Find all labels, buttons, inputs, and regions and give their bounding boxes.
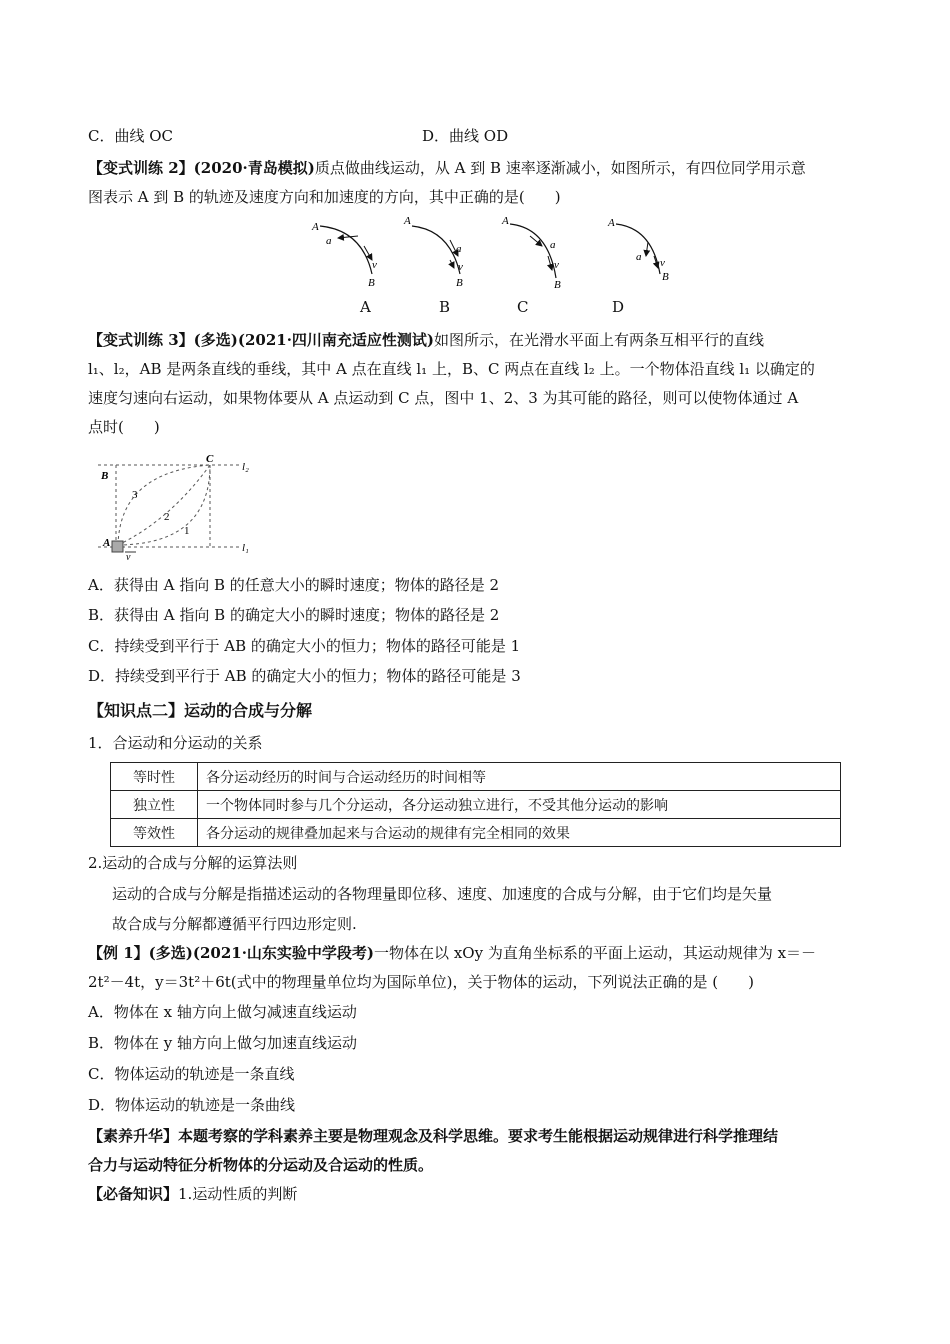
kp2-para-line1: 运动的合成与分解是指描述运动的各物理量即位移、速度、加速度的合成与分解，由于它们均是矢量 [112, 885, 773, 903]
ex1-option-c: C．物体运动的轨迹是一条直线 [88, 1065, 295, 1083]
trajectory-curve [320, 226, 372, 274]
v2-fig-label-b: B [439, 298, 451, 316]
bibei-line [88, 1184, 297, 1204]
v3-question-line2: l₁、l₂，AB 是两条直线的垂线，其中 A 点在直线 l₁ 上，B、C 两点在直线 l₂ 上。一个物体沿直线 l₁ 以确定的 [88, 360, 815, 378]
v3-question-line3: 速度匀速向右运动，如果物体要从 A 点运动到 C 点，图中 1、2、3 为其可能的路径，则可以使物体通过 A [88, 389, 799, 407]
suyang-line1: 【素养升华】本题考察的学科素养主要是物理观念及科学思维。要求考生能根据运动规律进行科学推理结 [88, 1127, 779, 1145]
v2-fig-a [311, 221, 377, 289]
velocity-label: v [458, 261, 463, 273]
v2-fig-c [501, 215, 561, 291]
suyang-line2: 合力与运动特征分析物体的分运动及合运动的性质。 [88, 1156, 434, 1174]
kp2-title: 【知识点二】运动的合成与分解 [88, 701, 313, 720]
label-b: B [101, 470, 109, 482]
accel-label: a [456, 243, 462, 255]
accel-label: a [550, 239, 556, 251]
point-a-label: A [404, 215, 411, 227]
v2-question-line1 [88, 158, 806, 178]
trajectory-curve [510, 224, 556, 278]
label-path-1: 1 [184, 525, 190, 537]
ex1-option-d: D．物体运动的轨迹是一条曲线 [88, 1096, 296, 1114]
ex1-option-a: A．物体在 x 轴方向上做匀减速直线运动 [88, 1003, 357, 1021]
v2-trajectory-figures [300, 212, 680, 292]
bibei-tag: 【必备知识】 [88, 1185, 179, 1203]
v3-option-b: B．获得由 A 指向 B 的确定大小的瞬时速度；物体的路径是 2 [88, 606, 500, 624]
composition-relation-table [110, 762, 841, 847]
kp2-item1: 1．合运动和分运动的关系 [88, 734, 263, 752]
option-d-curve-od: D．曲线 OD [422, 127, 509, 145]
object-box [112, 541, 123, 552]
velocity-arrow [450, 260, 454, 268]
v2-fig-d [607, 217, 669, 283]
acceleration-arrow [530, 236, 542, 246]
v3-tag: 【变式训练 3】 [88, 331, 194, 349]
velocity-arrow [364, 246, 372, 260]
ex1-text1: 一物体在以 xOy 为直角坐标系的平面上运动，其运动规律为 x＝－ [374, 944, 817, 962]
acceleration-arrow [338, 236, 358, 238]
v2-fig-b [403, 215, 463, 289]
table-key: 独立性 [111, 791, 198, 819]
v2-tag: 【变式训练 2】 [88, 159, 194, 177]
ex1-question-line2: 2t²－4t，y＝3t²＋6t(式中的物理量单位均为国际单位)，关于物体的运动，下列说法正确的是 ( ) [88, 973, 754, 991]
v3-question-line4: 点时( ) [88, 418, 160, 436]
label-path-2: 2 [164, 511, 170, 523]
path-2 [118, 465, 210, 545]
label-v: v [126, 552, 131, 560]
table-key: 等效性 [111, 819, 198, 847]
v2-fig-label-a: A [360, 298, 371, 316]
ex1-source: (多选)(2021·山东实验中学段考) [148, 944, 375, 962]
ex1-option-b: B．物体在 y 轴方向上做匀加速直线运动 [88, 1034, 358, 1052]
table-row [111, 819, 841, 847]
option-c-curve-oc: C．曲线 OC [88, 127, 174, 145]
label-c: C [206, 453, 214, 465]
v3-option-d: D．持续受到平行于 AB 的确定大小的恒力；物体的路径可能是 3 [88, 667, 521, 685]
v2-text1: 质点做曲线运动，从 A 到 B 速率逐渐减小，如图所示，有四位同学用示意 [314, 159, 806, 177]
table-value: 各分运动的规律叠加起来与合运动的规律有完全相同的效果 [198, 819, 841, 847]
trajectory-curve [412, 226, 460, 274]
kp2-para-line2: 故合成与分解都遵循平行四边形定则. [112, 915, 357, 933]
v2-fig-label-c: C [517, 298, 529, 316]
accel-label: a [326, 235, 332, 247]
point-a-label: A [312, 221, 319, 233]
v3-option-c: C．持续受到平行于 AB 的确定大小的恒力；物体的路径可能是 1 [88, 637, 521, 655]
point-b-label: B [554, 279, 561, 291]
label-a: A [103, 537, 111, 549]
kp2-item2: 2.运动的合成与分解的运算法则 [88, 854, 298, 872]
ex1-question-line1 [88, 943, 816, 963]
point-b-label: B [662, 271, 669, 283]
acceleration-arrow [646, 242, 648, 256]
v2-source: (2020·青岛模拟) [193, 159, 315, 177]
label-l2: l₂ [242, 461, 249, 473]
v3-question-line1 [88, 330, 764, 350]
table-row [111, 791, 841, 819]
v3-path-figure [92, 450, 262, 560]
path-1 [118, 465, 210, 545]
v2-fig-label-d: D [612, 298, 625, 316]
v3-source: (多选)(2021·四川南充适应性测试) [193, 331, 435, 349]
table-row [111, 763, 841, 791]
point-a-label: A [608, 217, 615, 229]
v2-question-line2: 图表示 A 到 B 的轨迹及速度方向和加速度的方向，其中正确的是( ) [88, 188, 561, 206]
velocity-label: v [660, 257, 665, 269]
point-a-label: A [502, 215, 509, 227]
point-b-label: B [368, 277, 375, 289]
accel-label: a [636, 251, 642, 263]
v3-text1: 如图所示，在光滑水平面上有两条互相平行的直线 [434, 331, 765, 349]
velocity-label: v [554, 259, 559, 271]
path-3 [118, 465, 210, 545]
ex1-tag: 【例 1】 [88, 944, 149, 962]
velocity-label: v [372, 259, 377, 271]
trajectory-curve [616, 224, 660, 274]
table-key: 等时性 [111, 763, 198, 791]
table-value: 一个物体同时参与几个分运动，各分运动独立进行，不受其他分运动的影响 [198, 791, 841, 819]
v3-option-a: A．获得由 A 指向 B 的任意大小的瞬时速度；物体的路径是 2 [88, 576, 500, 594]
label-l1: l₁ [242, 542, 249, 554]
label-path-3: 3 [132, 489, 138, 501]
point-b-label: B [456, 277, 463, 289]
table-value: 各分运动经历的时间与合运动经历的时间相等 [198, 763, 841, 791]
bibei-text: 1.运动性质的判断 [178, 1185, 298, 1203]
